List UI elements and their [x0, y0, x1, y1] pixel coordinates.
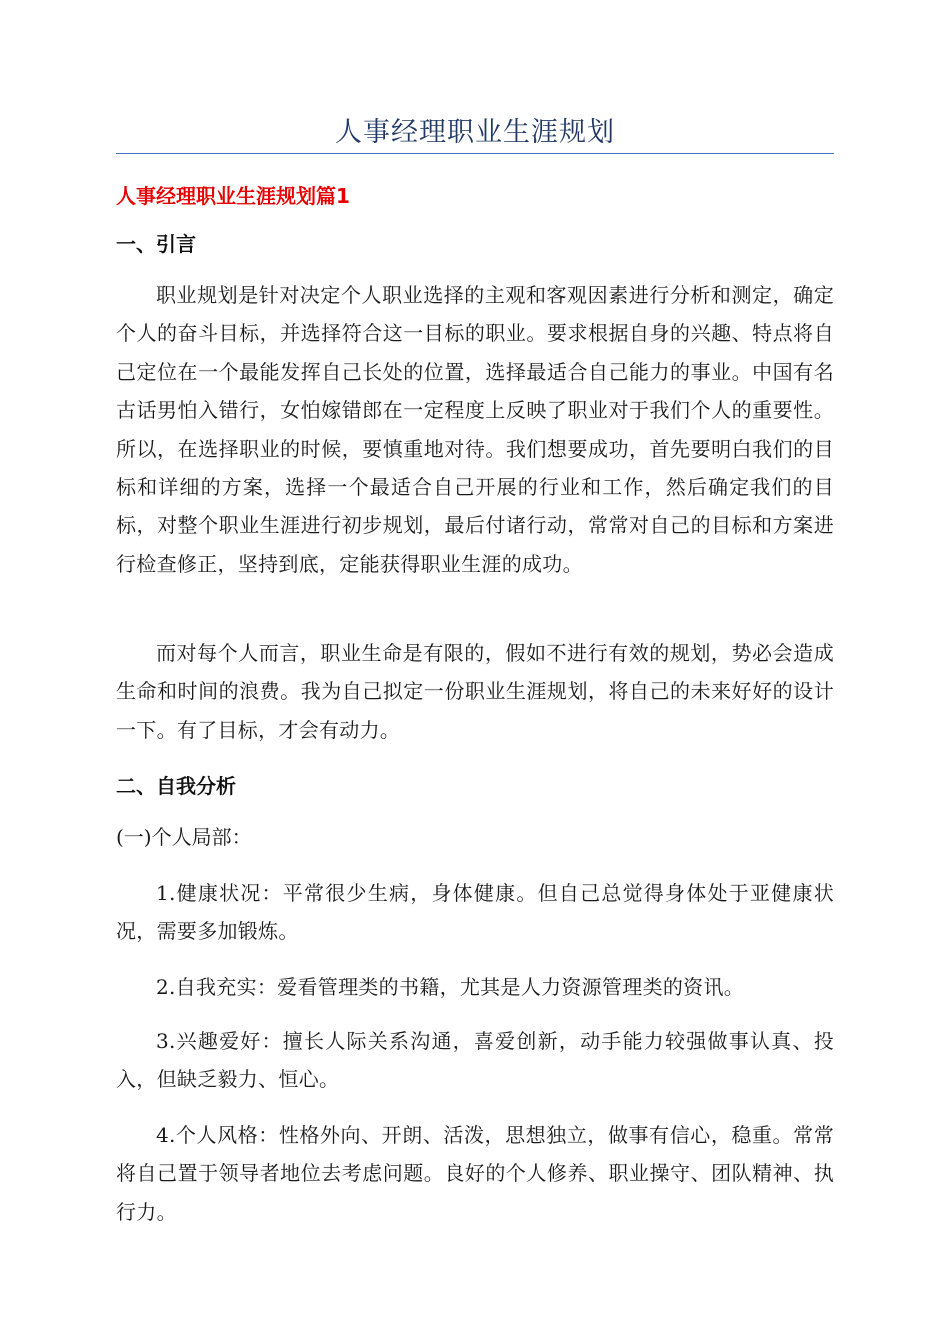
heading-self-analysis: 二、自我分析 [116, 774, 236, 798]
intro-paragraph-2: 而对每个人而言，职业生命是有限的，假如不进行有效的规划，势必会造成生命和时间的浪费。我为自己拟定一份职业生涯规划，将自己的未来好好的设计一下。有了目标，才会有动力。 [116, 641, 834, 742]
section-title: 人事经理职业生涯规划篇1 [116, 184, 350, 208]
list-item-hobbies: 3.兴趣爱好：擅长人际关系沟通，喜爱创新，动手能力较强做事认真、投入，但缺乏毅力、恒心。 [116, 1029, 834, 1092]
list-item-self-enrichment: 2.自我充实：爱看管理类的书籍，尤其是人力资源管理类的资讯。 [156, 975, 745, 999]
list-item-personal-style: 4.个人风格：性格外向、开朗、活泼，思想独立，做事有信心，稳重。常常将自己置于领导者地位去考虑问题。良好的个人修养、职业操守、团队精神、执行力。 [116, 1123, 834, 1224]
heading-intro: 一、引言 [116, 232, 196, 256]
document-title: 人事经理职业生涯规划 [335, 117, 615, 148]
intro-paragraph-1: 职业规划是针对决定个人职业选择的主观和客观因素进行分析和测定，确定个人的奋斗目标，并选择符合这一目标的职业。要求根据自身的兴趣、特点将自己定位在一个最能发挥自己长处的位置，选择最适合自己能力的事业。中国有名古话男怕入错行，女怕嫁错郎在一定程度上反映了职业对于我们个人的重要性。所以，在选择职业的时候，要慎重地对待。我们想要成功，首先要明白我们的目标和详细的方案，选择一个最适合自己开展的行业和工作，然后确定我们的目标，对整个职业生涯进行初步规划，最后付诸行动，常常对自己的目标和方案进行检查修正，坚持到底，定能获得职业生涯的成功。 [116, 283, 834, 576]
sub-heading-personal: (一)个人局部： [116, 825, 252, 849]
title-underline [116, 153, 834, 154]
list-item-health: 1.健康状况：平常很少生病，身体健康。但自己总觉得身体处于亚健康状况，需要多加锻炼。 [116, 881, 834, 944]
